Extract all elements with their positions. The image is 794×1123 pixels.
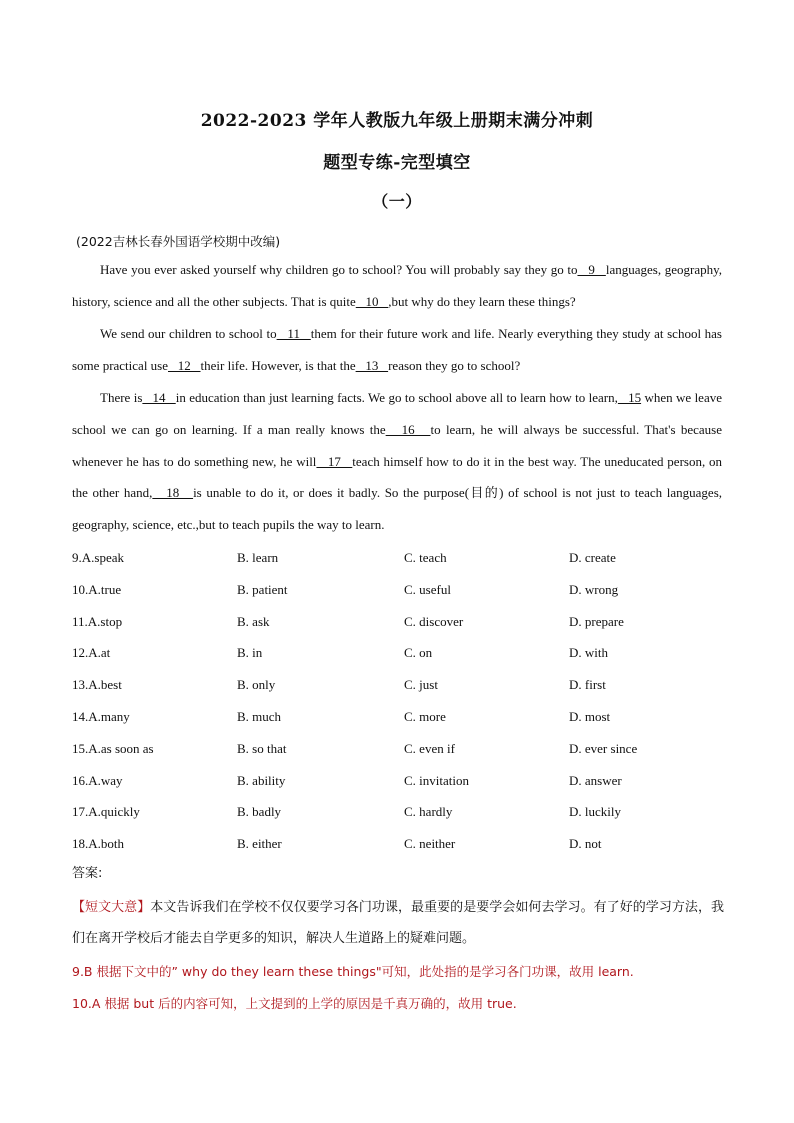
- text: in education than just learning facts. We go to school above all to learn how to learn,: [175, 390, 618, 405]
- option-a: 11.A.stop: [72, 613, 123, 629]
- option-a: 18.A.both: [72, 836, 124, 852]
- option-d: D. first: [569, 677, 606, 693]
- option-row: [72, 669, 732, 701]
- doc-title: 2022-2023 学年人教版九年级上册期末满分冲刺: [200, 111, 594, 131]
- option-b: B. badly: [237, 804, 282, 820]
- option-d: D. answer: [569, 772, 622, 788]
- summary-text: 本文告诉我们在学校不仅仅要学习各门功课，最重要的是要学会如何去学习。有了好的学习方法，我们在离开学校后才能去自学更多的知识，解决人生道路上的疑难问题。: [72, 900, 724, 946]
- option-row: [72, 796, 732, 828]
- text: when we leave school we can go on learning. If a man really knows the: [72, 390, 722, 437]
- option-row: [72, 765, 732, 797]
- answers-label: 答案:: [72, 866, 103, 881]
- blank-12: 12: [168, 357, 201, 373]
- option-c: C. on: [404, 645, 433, 661]
- passage-paragraph-1: [72, 254, 722, 318]
- option-c: C. invitation: [404, 772, 469, 788]
- option-b: B. either: [237, 836, 282, 852]
- text: languages, geography, history, science and all the other subjects. That is quite: [72, 262, 722, 309]
- option-row: [72, 701, 732, 733]
- option-b: B. ability: [237, 772, 286, 788]
- option-d: D. ever since: [569, 740, 638, 756]
- passage-paragraph-3: [72, 382, 722, 541]
- option-c: C. more: [404, 708, 446, 724]
- passage-paragraph-2: [72, 318, 722, 382]
- option-c: C. teach: [404, 550, 447, 565]
- option-b: B. ask: [237, 613, 270, 629]
- option-c: C. hardly: [404, 804, 453, 820]
- text: to learn, he will always be successful. That's because whenever he has to do something new, he will: [72, 421, 723, 469]
- option-row: [72, 828, 732, 860]
- option-d: D. luckily: [569, 804, 621, 820]
- option-c: C. just: [404, 677, 438, 693]
- text: their life. However, is that the: [200, 357, 356, 373]
- option-d: D. with: [569, 645, 608, 661]
- option-a: 10.A.true: [72, 581, 122, 597]
- blank-11: 11: [276, 326, 311, 341]
- option-c: C. discover: [404, 613, 464, 629]
- section-number: （一）: [372, 192, 422, 211]
- option-b: B. much: [237, 708, 282, 724]
- blank-17: 17: [316, 453, 353, 469]
- option-d: D. most: [569, 708, 611, 724]
- text: ,but why do they learn these things?: [388, 293, 576, 309]
- option-d: D. prepare: [569, 613, 624, 629]
- text: reason they go to school?: [388, 357, 521, 373]
- option-row: [72, 733, 732, 765]
- blank-9: 9: [577, 262, 606, 277]
- option-a: 17.A.quickly: [72, 804, 140, 820]
- option-b: B. learn: [237, 550, 279, 565]
- answer-summary: [72, 892, 724, 954]
- option-b: B. only: [237, 677, 276, 693]
- option-row: [72, 574, 732, 606]
- text: them for their future work and life. Nearly everything they study at school has some practical use: [72, 326, 722, 373]
- text: We send our children to school to: [100, 326, 277, 341]
- summary-tag: 【短文大意】: [72, 900, 151, 915]
- option-row: [72, 606, 732, 638]
- option-row: [72, 637, 732, 669]
- blank-10: 10: [355, 293, 389, 309]
- doc-subtitle: 题型专练-完型填空: [323, 153, 471, 173]
- option-d: D. create: [569, 550, 616, 565]
- option-d: D. wrong: [569, 581, 619, 597]
- text: is unable to do it, or does it badly. So the purpose(目的) of school is not just to teach languages, geography, science, etc.,but to teach pupils the way to learn.: [72, 485, 722, 533]
- passage-source: (2022吉林长春外国语学校期中改编): [76, 234, 281, 249]
- option-d: D. not: [569, 836, 602, 852]
- option-c: C. useful: [404, 581, 451, 597]
- blank-15: 15: [617, 390, 642, 405]
- blank-18: 18: [152, 485, 194, 501]
- option-b: B. patient: [237, 581, 288, 597]
- blank-14: 14: [142, 390, 176, 405]
- blank-13: 13: [355, 357, 389, 373]
- text: teach himself how to do it in the best way. The uneducated person, on the other hand,: [72, 453, 723, 501]
- option-a: 9.A.speak: [72, 550, 124, 565]
- option-c: C. neither: [404, 836, 456, 852]
- explanation-9: 9.B 根据下文中的” why do they learn these things"可知，此处指的是学习各门功课，故用 learn.: [72, 964, 634, 979]
- explanation-10: 10.A 根据 but 后的内容可知，上文提到的上学的原因是千真万确的，故用 true.: [72, 996, 517, 1011]
- option-c: C. even if: [404, 740, 455, 756]
- option-a: 12.A.at: [72, 645, 111, 661]
- text: There is: [100, 390, 143, 405]
- options-list: [72, 542, 732, 860]
- option-a: 15.A.as soon as: [72, 740, 154, 756]
- option-b: B. so that: [237, 740, 287, 756]
- option-b: B. in: [237, 645, 263, 661]
- option-row: [72, 542, 732, 574]
- text: Have you ever asked yourself why children go to school? You will probably say they go to: [100, 262, 578, 277]
- blank-16: 16: [385, 421, 431, 437]
- option-a: 13.A.best: [72, 677, 122, 693]
- option-a: 16.A.way: [72, 772, 123, 788]
- option-a: 14.A.many: [72, 708, 130, 724]
